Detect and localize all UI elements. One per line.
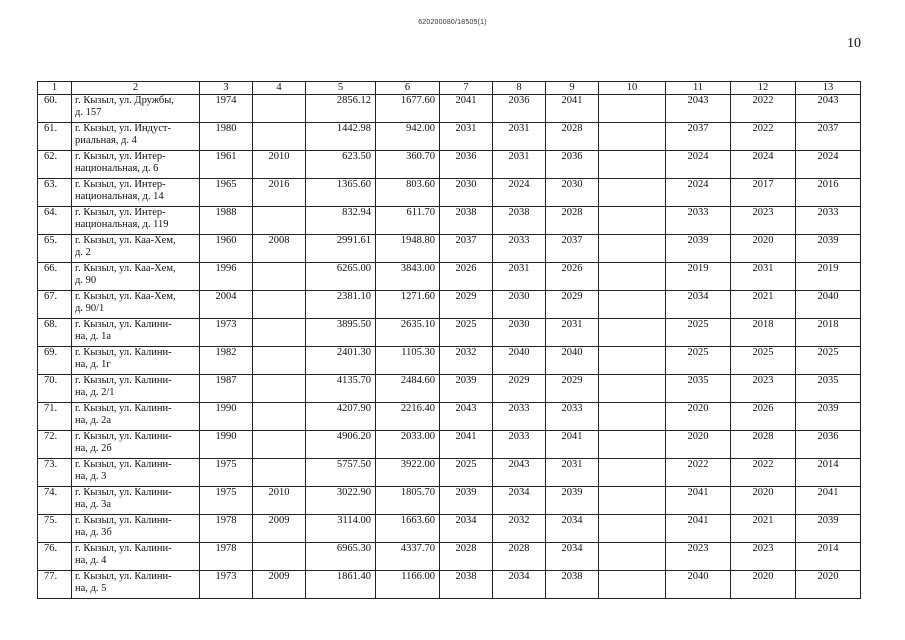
row-number-cell: 75. xyxy=(38,515,72,543)
col9-year-cell: 2041 xyxy=(546,431,599,459)
year-built-cell: 1960 xyxy=(200,235,253,263)
col9-year-cell: 2029 xyxy=(546,375,599,403)
col7-year-cell: 2043 xyxy=(440,403,493,431)
row-number-cell: 69. xyxy=(38,347,72,375)
col11-year-cell: 2033 xyxy=(666,207,731,235)
col13-year-cell: 2014 xyxy=(796,543,861,571)
row-number-cell: 60. xyxy=(38,95,72,123)
col9-year-cell: 2037 xyxy=(546,235,599,263)
col10-cell xyxy=(599,403,666,431)
year-renovated-cell xyxy=(253,403,306,431)
page-number: 10 xyxy=(847,36,861,51)
col8-year-cell: 2038 xyxy=(493,207,546,235)
col10-cell xyxy=(599,263,666,291)
col11-year-cell: 2035 xyxy=(666,375,731,403)
row-number-cell: 62. xyxy=(38,151,72,179)
col7-year-cell: 2025 xyxy=(440,459,493,487)
year-renovated-cell: 2010 xyxy=(253,151,306,179)
col7-year-cell: 2025 xyxy=(440,319,493,347)
living-area-cell: 1677.60 xyxy=(376,95,440,123)
table-row xyxy=(38,543,861,571)
column-header: 4 xyxy=(253,82,306,95)
col11-year-cell: 2043 xyxy=(666,95,731,123)
year-renovated-cell: 2009 xyxy=(253,571,306,599)
col7-year-cell: 2028 xyxy=(440,543,493,571)
col10-cell xyxy=(599,291,666,319)
year-built-cell: 1980 xyxy=(200,123,253,151)
table-row xyxy=(38,263,861,291)
col10-cell xyxy=(599,179,666,207)
col9-year-cell: 2034 xyxy=(546,515,599,543)
year-built-cell: 1973 xyxy=(200,319,253,347)
year-renovated-cell xyxy=(253,375,306,403)
table-row xyxy=(38,459,861,487)
living-area-cell: 4337.70 xyxy=(376,543,440,571)
col10-cell xyxy=(599,375,666,403)
col12-year-cell: 2025 xyxy=(731,347,796,375)
col11-year-cell: 2025 xyxy=(666,319,731,347)
column-header: 2 xyxy=(72,82,200,95)
year-renovated-cell xyxy=(253,431,306,459)
col7-year-cell: 2034 xyxy=(440,515,493,543)
col13-year-cell: 2024 xyxy=(796,151,861,179)
row-number-cell: 76. xyxy=(38,543,72,571)
year-renovated-cell: 2009 xyxy=(253,515,306,543)
col8-year-cell: 2043 xyxy=(493,459,546,487)
col11-year-cell: 2040 xyxy=(666,571,731,599)
row-number-cell: 74. xyxy=(38,487,72,515)
col13-year-cell: 2025 xyxy=(796,347,861,375)
col8-year-cell: 2040 xyxy=(493,347,546,375)
table-row xyxy=(38,291,861,319)
year-built-cell: 1990 xyxy=(200,403,253,431)
column-header: 5 xyxy=(306,82,376,95)
year-renovated-cell xyxy=(253,319,306,347)
year-built-cell: 1975 xyxy=(200,487,253,515)
total-area-cell: 6265.00 xyxy=(306,263,376,291)
address-cell: г. Кызыл, ул. Интер- национальная, д. 6 xyxy=(72,151,200,179)
col12-year-cell: 2022 xyxy=(731,123,796,151)
col9-year-cell: 2036 xyxy=(546,151,599,179)
year-renovated-cell xyxy=(253,291,306,319)
col10-cell xyxy=(599,123,666,151)
col8-year-cell: 2030 xyxy=(493,319,546,347)
col10-cell xyxy=(599,543,666,571)
col8-year-cell: 2029 xyxy=(493,375,546,403)
column-header: 6 xyxy=(376,82,440,95)
col9-year-cell: 2041 xyxy=(546,95,599,123)
living-area-cell: 1948.80 xyxy=(376,235,440,263)
living-area-cell: 3843.00 xyxy=(376,263,440,291)
col8-year-cell: 2034 xyxy=(493,487,546,515)
year-renovated-cell xyxy=(253,123,306,151)
document-id: 620200080/18505(1) xyxy=(418,19,487,26)
row-number-cell: 70. xyxy=(38,375,72,403)
total-area-cell: 4207.90 xyxy=(306,403,376,431)
living-area-cell: 611.70 xyxy=(376,207,440,235)
col11-year-cell: 2025 xyxy=(666,347,731,375)
total-area-cell: 4906.20 xyxy=(306,431,376,459)
total-area-cell: 1365.60 xyxy=(306,179,376,207)
col13-year-cell: 2018 xyxy=(796,319,861,347)
address-cell: г. Кызыл, ул. Калини- на, д. 3а xyxy=(72,487,200,515)
col13-year-cell: 2040 xyxy=(796,291,861,319)
address-cell: г. Кызыл, ул. Калини- на, д. 2б xyxy=(72,431,200,459)
col12-year-cell: 2023 xyxy=(731,207,796,235)
col7-year-cell: 2032 xyxy=(440,347,493,375)
header-row xyxy=(38,82,861,95)
col8-year-cell: 2033 xyxy=(493,431,546,459)
table-row xyxy=(38,95,861,123)
table-row xyxy=(38,347,861,375)
col10-cell xyxy=(599,571,666,599)
col13-year-cell: 2036 xyxy=(796,431,861,459)
year-built-cell: 1978 xyxy=(200,515,253,543)
table-row xyxy=(38,487,861,515)
col9-year-cell: 2034 xyxy=(546,543,599,571)
col8-year-cell: 2033 xyxy=(493,235,546,263)
col13-year-cell: 2035 xyxy=(796,375,861,403)
col11-year-cell: 2041 xyxy=(666,487,731,515)
total-area-cell: 4135.70 xyxy=(306,375,376,403)
living-area-cell: 942.00 xyxy=(376,123,440,151)
col10-cell xyxy=(599,319,666,347)
col12-year-cell: 2023 xyxy=(731,543,796,571)
col13-year-cell: 2039 xyxy=(796,403,861,431)
table-row xyxy=(38,571,861,599)
living-area-cell: 1663.60 xyxy=(376,515,440,543)
table-row xyxy=(38,151,861,179)
col12-year-cell: 2020 xyxy=(731,235,796,263)
column-header: 9 xyxy=(546,82,599,95)
address-cell: г. Кызыл, ул. Калини- на, д. 2/1 xyxy=(72,375,200,403)
year-renovated-cell xyxy=(253,347,306,375)
col9-year-cell: 2040 xyxy=(546,347,599,375)
column-header: 1 xyxy=(38,82,72,95)
year-renovated-cell xyxy=(253,543,306,571)
col7-year-cell: 2038 xyxy=(440,571,493,599)
address-cell: г. Кызыл, ул. Дружбы, д. 157 xyxy=(72,95,200,123)
col12-year-cell: 2024 xyxy=(731,151,796,179)
col10-cell xyxy=(599,431,666,459)
col11-year-cell: 2041 xyxy=(666,515,731,543)
total-area-cell: 2401.30 xyxy=(306,347,376,375)
total-area-cell: 2856.12 xyxy=(306,95,376,123)
column-header: 11 xyxy=(666,82,731,95)
total-area-cell: 832.94 xyxy=(306,207,376,235)
col7-year-cell: 2031 xyxy=(440,123,493,151)
col9-year-cell: 2028 xyxy=(546,123,599,151)
living-area-cell: 1805.70 xyxy=(376,487,440,515)
year-renovated-cell: 2010 xyxy=(253,487,306,515)
address-cell: г. Кызыл, ул. Интер- национальная, д. 119 xyxy=(72,207,200,235)
row-number-cell: 73. xyxy=(38,459,72,487)
total-area-cell: 623.50 xyxy=(306,151,376,179)
col8-year-cell: 2031 xyxy=(493,263,546,291)
row-number-cell: 66. xyxy=(38,263,72,291)
col10-cell xyxy=(599,151,666,179)
address-cell: г. Кызыл, ул. Каа-Хем, д. 90/1 xyxy=(72,291,200,319)
col12-year-cell: 2020 xyxy=(731,487,796,515)
col13-year-cell: 2020 xyxy=(796,571,861,599)
row-number-cell: 67. xyxy=(38,291,72,319)
address-cell: г. Кызыл, ул. Калини- на, д. 4 xyxy=(72,543,200,571)
col12-year-cell: 2026 xyxy=(731,403,796,431)
column-header: 13 xyxy=(796,82,861,95)
column-header: 12 xyxy=(731,82,796,95)
row-number-cell: 77. xyxy=(38,571,72,599)
living-area-cell: 1166.00 xyxy=(376,571,440,599)
table-row xyxy=(38,207,861,235)
row-number-cell: 64. xyxy=(38,207,72,235)
living-area-cell: 1271.60 xyxy=(376,291,440,319)
living-area-cell: 803.60 xyxy=(376,179,440,207)
col8-year-cell: 2030 xyxy=(493,291,546,319)
col7-year-cell: 2029 xyxy=(440,291,493,319)
table-row xyxy=(38,319,861,347)
row-number-cell: 68. xyxy=(38,319,72,347)
col12-year-cell: 2022 xyxy=(731,95,796,123)
table-row xyxy=(38,431,861,459)
col12-year-cell: 2020 xyxy=(731,571,796,599)
total-area-cell: 6965.30 xyxy=(306,543,376,571)
col12-year-cell: 2023 xyxy=(731,375,796,403)
living-area-cell: 2484.60 xyxy=(376,375,440,403)
col11-year-cell: 2022 xyxy=(666,459,731,487)
row-number-cell: 72. xyxy=(38,431,72,459)
col8-year-cell: 2024 xyxy=(493,179,546,207)
housing-table xyxy=(37,81,861,599)
table-row xyxy=(38,235,861,263)
year-built-cell: 2004 xyxy=(200,291,253,319)
year-renovated-cell xyxy=(253,263,306,291)
year-built-cell: 1973 xyxy=(200,571,253,599)
col11-year-cell: 2024 xyxy=(666,179,731,207)
column-header: 10 xyxy=(599,82,666,95)
living-area-cell: 1105.30 xyxy=(376,347,440,375)
row-number-cell: 63. xyxy=(38,179,72,207)
col12-year-cell: 2031 xyxy=(731,263,796,291)
col10-cell xyxy=(599,207,666,235)
col12-year-cell: 2028 xyxy=(731,431,796,459)
total-area-cell: 3895.50 xyxy=(306,319,376,347)
col10-cell xyxy=(599,95,666,123)
col13-year-cell: 2014 xyxy=(796,459,861,487)
col7-year-cell: 2039 xyxy=(440,487,493,515)
column-header: 8 xyxy=(493,82,546,95)
table-row xyxy=(38,179,861,207)
year-built-cell: 1975 xyxy=(200,459,253,487)
col11-year-cell: 2020 xyxy=(666,431,731,459)
total-area-cell: 5757.50 xyxy=(306,459,376,487)
col11-year-cell: 2037 xyxy=(666,123,731,151)
year-built-cell: 1987 xyxy=(200,375,253,403)
col11-year-cell: 2023 xyxy=(666,543,731,571)
col8-year-cell: 2031 xyxy=(493,151,546,179)
address-cell: г. Кызыл, ул. Каа-Хем, д. 2 xyxy=(72,235,200,263)
living-area-cell: 2216.40 xyxy=(376,403,440,431)
address-cell: г. Кызыл, ул. Калини- на, д. 3б xyxy=(72,515,200,543)
col10-cell xyxy=(599,515,666,543)
col10-cell xyxy=(599,347,666,375)
year-built-cell: 1978 xyxy=(200,543,253,571)
col11-year-cell: 2034 xyxy=(666,291,731,319)
col11-year-cell: 2024 xyxy=(666,151,731,179)
col11-year-cell: 2020 xyxy=(666,403,731,431)
col12-year-cell: 2017 xyxy=(731,179,796,207)
col9-year-cell: 2033 xyxy=(546,403,599,431)
table-row xyxy=(38,375,861,403)
col8-year-cell: 2034 xyxy=(493,571,546,599)
col10-cell xyxy=(599,459,666,487)
col12-year-cell: 2022 xyxy=(731,459,796,487)
living-area-cell: 360.70 xyxy=(376,151,440,179)
col7-year-cell: 2036 xyxy=(440,151,493,179)
col7-year-cell: 2026 xyxy=(440,263,493,291)
living-area-cell: 2635.10 xyxy=(376,319,440,347)
col13-year-cell: 2039 xyxy=(796,515,861,543)
col7-year-cell: 2030 xyxy=(440,179,493,207)
col7-year-cell: 2041 xyxy=(440,95,493,123)
col8-year-cell: 2036 xyxy=(493,95,546,123)
table-row xyxy=(38,123,861,151)
column-header: 7 xyxy=(440,82,493,95)
address-cell: г. Кызыл, ул. Индуст- риальная, д. 4 xyxy=(72,123,200,151)
col8-year-cell: 2032 xyxy=(493,515,546,543)
total-area-cell: 3114.00 xyxy=(306,515,376,543)
col9-year-cell: 2029 xyxy=(546,291,599,319)
col7-year-cell: 2037 xyxy=(440,235,493,263)
col13-year-cell: 2041 xyxy=(796,487,861,515)
living-area-cell: 2033.00 xyxy=(376,431,440,459)
col11-year-cell: 2039 xyxy=(666,235,731,263)
col13-year-cell: 2016 xyxy=(796,179,861,207)
table-row xyxy=(38,515,861,543)
col8-year-cell: 2033 xyxy=(493,403,546,431)
col13-year-cell: 2043 xyxy=(796,95,861,123)
col12-year-cell: 2021 xyxy=(731,291,796,319)
col13-year-cell: 2039 xyxy=(796,235,861,263)
year-built-cell: 1982 xyxy=(200,347,253,375)
address-cell: г. Кызыл, ул. Калини- на, д. 2а xyxy=(72,403,200,431)
col9-year-cell: 2031 xyxy=(546,319,599,347)
col13-year-cell: 2037 xyxy=(796,123,861,151)
row-number-cell: 65. xyxy=(38,235,72,263)
total-area-cell: 2381.10 xyxy=(306,291,376,319)
address-cell: г. Кызыл, ул. Калини- на, д. 1г xyxy=(72,347,200,375)
col9-year-cell: 2038 xyxy=(546,571,599,599)
year-built-cell: 1961 xyxy=(200,151,253,179)
col13-year-cell: 2033 xyxy=(796,207,861,235)
col9-year-cell: 2028 xyxy=(546,207,599,235)
year-built-cell: 1965 xyxy=(200,179,253,207)
col12-year-cell: 2018 xyxy=(731,319,796,347)
year-built-cell: 1988 xyxy=(200,207,253,235)
year-built-cell: 1990 xyxy=(200,431,253,459)
col7-year-cell: 2041 xyxy=(440,431,493,459)
col10-cell xyxy=(599,235,666,263)
col8-year-cell: 2028 xyxy=(493,543,546,571)
col9-year-cell: 2026 xyxy=(546,263,599,291)
row-number-cell: 71. xyxy=(38,403,72,431)
address-cell: г. Кызыл, ул. Каа-Хем, д. 90 xyxy=(72,263,200,291)
column-header: 3 xyxy=(200,82,253,95)
address-cell: г. Кызыл, ул. Калини- на, д. 5 xyxy=(72,571,200,599)
table-body xyxy=(38,95,861,599)
total-area-cell: 1861.40 xyxy=(306,571,376,599)
col9-year-cell: 2030 xyxy=(546,179,599,207)
col7-year-cell: 2038 xyxy=(440,207,493,235)
col13-year-cell: 2019 xyxy=(796,263,861,291)
table-row xyxy=(38,403,861,431)
year-renovated-cell xyxy=(253,95,306,123)
year-built-cell: 1974 xyxy=(200,95,253,123)
col10-cell xyxy=(599,487,666,515)
living-area-cell: 3922.00 xyxy=(376,459,440,487)
col7-year-cell: 2039 xyxy=(440,375,493,403)
year-renovated-cell: 2016 xyxy=(253,179,306,207)
col9-year-cell: 2031 xyxy=(546,459,599,487)
col8-year-cell: 2031 xyxy=(493,123,546,151)
year-renovated-cell xyxy=(253,459,306,487)
address-cell: г. Кызыл, ул. Интер- национальная, д. 14 xyxy=(72,179,200,207)
year-renovated-cell xyxy=(253,207,306,235)
row-number-cell: 61. xyxy=(38,123,72,151)
total-area-cell: 1442.98 xyxy=(306,123,376,151)
address-cell: г. Кызыл, ул. Калини- на, д. 1а xyxy=(72,319,200,347)
col9-year-cell: 2039 xyxy=(546,487,599,515)
col12-year-cell: 2021 xyxy=(731,515,796,543)
address-cell: г. Кызыл, ул. Калини- на, д. 3 xyxy=(72,459,200,487)
year-built-cell: 1996 xyxy=(200,263,253,291)
col11-year-cell: 2019 xyxy=(666,263,731,291)
total-area-cell: 2991.61 xyxy=(306,235,376,263)
year-renovated-cell: 2008 xyxy=(253,235,306,263)
total-area-cell: 3022.90 xyxy=(306,487,376,515)
